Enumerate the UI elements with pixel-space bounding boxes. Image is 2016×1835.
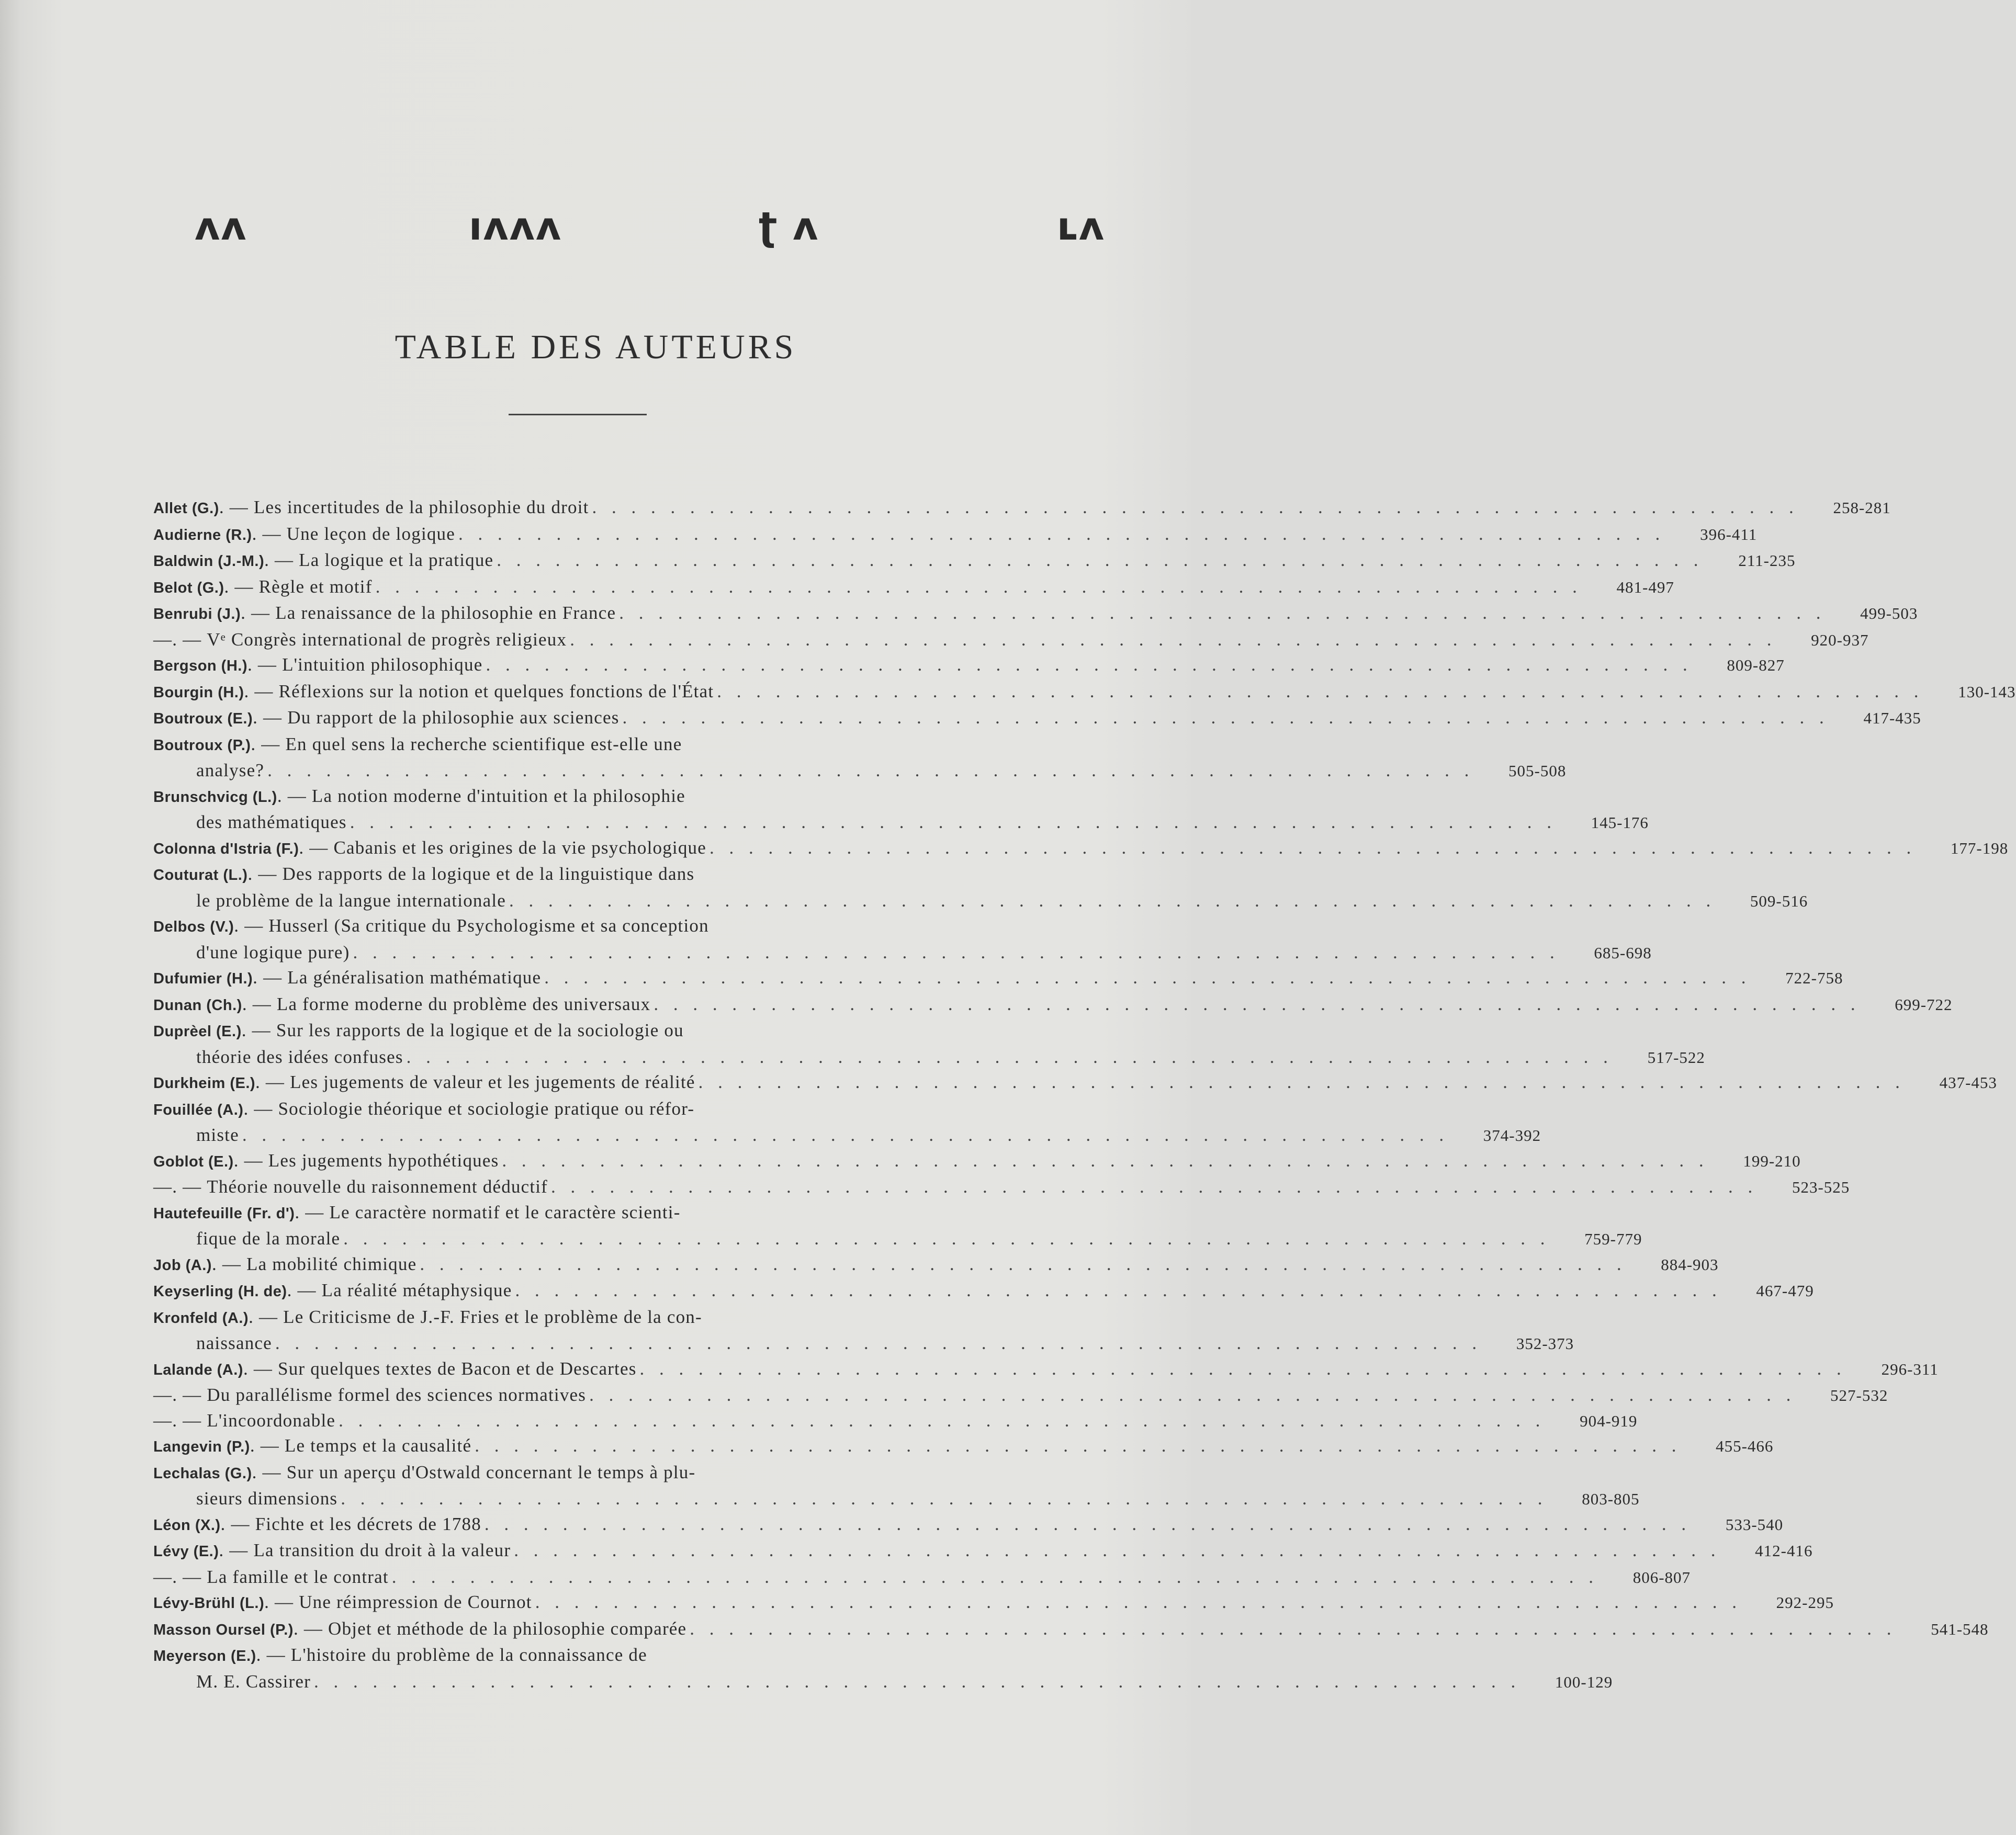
page-range: 455-466 [1716, 1437, 1774, 1455]
author-name: Couturat (L.) [153, 867, 248, 883]
index-entry [153, 522, 1758, 548]
entry-line [153, 1408, 1638, 1434]
entry-line [153, 965, 1843, 992]
page-range: 374-392 [1483, 1126, 1541, 1145]
handwritten-mark-2: ıʌʌʌ [469, 204, 562, 249]
author-name: Meyerson (E.) [153, 1648, 256, 1664]
page-range: 505-508 [1508, 762, 1567, 780]
index-entry [153, 1070, 1997, 1096]
separator: . — [252, 523, 287, 544]
entry-line [153, 1616, 1989, 1643]
index-entry [153, 627, 1869, 653]
index-entry [153, 913, 1652, 965]
entry-title: Des rapports de la logique et de la linguistique dans [282, 864, 695, 884]
index-entry [153, 1643, 1613, 1694]
leader-dots: . . . . . . . . . . . . . . . . . . . . . . . . . . . . . . . . . . . . . . . . . . . . . . . . . . . . . . . . . . . . . . [391, 1566, 1599, 1587]
separator: . — [299, 837, 334, 858]
entry-line [153, 1538, 1813, 1565]
leader-dots: . . . . . . . . . . . . . . . . . . . . . . . . . . . . . . . . . . . . . . . . . . . . . . . . . . . . . . . . . . . . . . [341, 1488, 1548, 1509]
entry-title: Le Criticisme de J.-F. Fries et le problème de la con- [283, 1306, 702, 1327]
author-name: Léon (X.) [153, 1516, 221, 1534]
entry-line [153, 574, 1674, 601]
separator: . — [253, 707, 288, 728]
index-entry [153, 1278, 1814, 1305]
leader-dots: . . . . . . . . . . . . . . . . . . . . . . . . . . . . . . . . . . . . . . . . . . . . . . . . . . . . . . . . . . . . . . [639, 1358, 1846, 1379]
index-entry [153, 1460, 1640, 1512]
separator: . — [219, 497, 254, 517]
entry-line [153, 1565, 1691, 1590]
entry-title: L'incoordonable [207, 1410, 336, 1431]
author-name: Belot (G.) [153, 579, 224, 596]
author-name: Fouillée (A.) [153, 1101, 244, 1118]
title-divider [509, 414, 647, 415]
index-entry [153, 574, 1674, 601]
entry-title: Une réimpression de Cournot [299, 1592, 532, 1612]
page-range: 803-805 [1582, 1490, 1640, 1508]
entry-title: Fichte et les décrets de 1788 [255, 1513, 481, 1534]
handwritten-marks [0, 204, 1191, 267]
entry-title: La renaissance de la philosophie en France [275, 603, 616, 623]
entry-line [153, 940, 1652, 966]
page-range: 100-129 [1555, 1672, 1613, 1691]
entry-title: Le temps et la causalité [284, 1435, 472, 1456]
entry-line [153, 1070, 1997, 1096]
index-entry [153, 1148, 1801, 1175]
entry-line [153, 835, 2009, 862]
separator: . — [242, 993, 277, 1014]
index-entry [153, 1305, 1574, 1356]
index-entry [153, 1616, 1989, 1643]
entry-title: La forme moderne du problème des universaux [276, 993, 651, 1014]
entry-title: naissance [196, 1333, 272, 1353]
page-range: 904-919 [1580, 1411, 1638, 1430]
separator: . — [295, 1202, 330, 1222]
page-range: 499-503 [1860, 604, 1918, 622]
separator: . — [287, 1280, 322, 1300]
leader-dots: . . . . . . . . . . . . . . . . . . . . . . . . . . . . . . . . . . . . . . . . . . . . . . . . . . . . . . . . . . . . . . [544, 967, 1751, 988]
ditto-mark: — [153, 629, 173, 650]
page-range: 809-827 [1727, 656, 1785, 674]
index-entry [153, 705, 1921, 732]
separator: . — [255, 1072, 290, 1092]
entry-title: sieurs dimensions [196, 1488, 338, 1509]
author-name: Durkheim (E.) [153, 1075, 256, 1092]
separator: . — [220, 1513, 255, 1534]
entry-line [153, 1096, 1004, 1123]
page-range: 533-540 [1725, 1515, 1784, 1534]
entry-line [153, 705, 1921, 732]
entry-title: théorie des idées confuses [196, 1046, 403, 1067]
leader-dots: . . . . . . . . . . . . . . . . . . . . . . . . . . . . . . . . . . . . . . . . . . . . . . . . . . . . . . . . . . . . . . [654, 993, 1861, 1014]
entry-line [153, 1018, 1004, 1045]
author-name: Hautefeuille (Fr. d') [153, 1205, 295, 1222]
entry-line [153, 652, 1785, 679]
index-entry [153, 679, 2016, 706]
handwritten-mark-4: ʟʌ [1057, 204, 1106, 249]
leader-dots: . . . . . . . . . . . . . . . . . . . . . . . . . . . . . . . . . . . . . . . . . . . . . . . . . . . . . . . . . . . . . . [570, 629, 1777, 650]
page-range: 437-453 [1939, 1073, 1997, 1092]
page-range: 145-176 [1591, 813, 1649, 832]
entry-title: La mobilité chimique [246, 1253, 417, 1274]
handwritten-mark-3: ʈ ʌ [759, 204, 819, 249]
index-entry [153, 601, 1918, 627]
page-range: 722-758 [1785, 969, 1843, 987]
separator: . — [264, 1592, 299, 1612]
entry-line [153, 1305, 1004, 1331]
author-name: Job (A.) [153, 1256, 212, 1274]
leader-dots: . . . . . . . . . . . . . . . . . . . . . . . . . . . . . . . . . . . . . . . . . . . . . . . . . . . . . . . . . . . . . . [509, 890, 1716, 911]
author-name: Masson Oursel (P.) [153, 1621, 294, 1638]
leader-dots: . . . . . . . . . . . . . . . . . . . . . . . . . . . . . . . . . . . . . . . . . . . . . . . . . . . . . . . . . . . . . . [267, 760, 1474, 780]
entry-title: La généralisation mathématique [287, 967, 542, 988]
entry-title: Réflexions sur la notion et quelques fonctions de l'État [278, 681, 714, 701]
index-entry [153, 1538, 1813, 1565]
entry-line [153, 1252, 1719, 1278]
page-range: 352-373 [1516, 1334, 1574, 1353]
ditto-mark: — [153, 1176, 173, 1197]
leader-dots: . . . . . . . . . . . . . . . . . . . . . . . . . . . . . . . . . . . . . . . . . . . . . . . . . . . . . . . . . . . . . . [622, 707, 1829, 728]
author-name: Bourgin (H.) [153, 684, 244, 701]
separator: . — [249, 1306, 284, 1327]
page-range: 759-779 [1584, 1230, 1642, 1248]
page-range: 130-143 [1958, 682, 2016, 701]
entry-line [153, 1200, 1004, 1227]
entry-line [153, 601, 1918, 627]
page-title: TABLE DES AUTEURS [395, 328, 797, 366]
entry-line [153, 1123, 1541, 1148]
index-entry [153, 862, 1808, 913]
entry-title: Sur quelques textes de Bacon et de Descartes [278, 1358, 637, 1379]
leader-dots: . . . . . . . . . . . . . . . . . . . . . . . . . . . . . . . . . . . . . . . . . . . . . . . . . . . . . . . . . . . . . . [486, 654, 1693, 675]
index-entry [153, 1096, 1541, 1148]
entry-line [153, 627, 1869, 653]
entry-title: d'une logique pure) [196, 942, 350, 962]
separator: . — [251, 733, 286, 754]
leader-dots: . . . . . . . . . . . . . . . . . . . . . . . . . . . . . . . . . . . . . . . . . . . . . . . . . . . . . . . . . . . . . . [551, 1176, 1758, 1197]
page-range: 177-198 [1950, 839, 2009, 857]
index-entry [153, 835, 2009, 862]
author-name: Kronfeld (A.) [153, 1309, 249, 1327]
separator: . — [250, 1435, 285, 1456]
page-range: 517-522 [1647, 1048, 1705, 1067]
entry-title: fique de la morale [196, 1228, 341, 1249]
separator: . — [247, 864, 283, 884]
leader-dots: . . . . . . . . . . . . . . . . . . . . . . . . . . . . . . . . . . . . . . . . . . . . . . . . . . . . . . . . . . . . . . [698, 1072, 1905, 1092]
entry-title: L'histoire du problème de la connaissance de [290, 1645, 647, 1665]
separator: . — [264, 550, 299, 570]
author-name: Duprèel (E.) [153, 1023, 242, 1040]
author-name: Dufumier (H.) [153, 970, 253, 987]
page-range: 527-532 [1830, 1386, 1888, 1404]
index-entry [153, 1512, 1784, 1538]
leader-dots: . . . . . . . . . . . . . . . . . . . . . . . . . . . . . . . . . . . . . . . . . . . . . . . . . . . . . . . . . . . . . . [314, 1671, 1521, 1692]
leader-dots: . . . . . . . . . . . . . . . . . . . . . . . . . . . . . . . . . . . . . . . . . . . . . . . . . . . . . . . . . . . . . . [535, 1592, 1742, 1612]
entry-title: Les jugements de valeur et les jugements de réalité [290, 1072, 695, 1092]
entry-title: Husserl (Sa critique du Psychologisme et sa conception [268, 915, 709, 936]
entry-line [153, 1486, 1640, 1512]
separator: . — [172, 1410, 207, 1431]
leader-dots: . . . . . . . . . . . . . . . . . . . . . . . . . . . . . . . . . . . . . . . . . . . . . . . . . . . . . . . . . . . . . . [242, 1125, 1449, 1145]
entry-line [153, 1174, 1850, 1200]
entry-line [153, 888, 1808, 914]
separator: . — [256, 1645, 291, 1665]
separator: . — [224, 576, 259, 597]
index-entry [153, 1174, 1850, 1200]
author-name: Lechalas (G.) [153, 1465, 252, 1482]
leader-dots: . . . . . . . . . . . . . . . . . . . . . . . . . . . . . . . . . . . . . . . . . . . . . . . . . . . . . . . . . . . . . . [514, 1540, 1721, 1560]
entry-title: L'intuition philosophique [282, 654, 483, 675]
entry-line [153, 1460, 1004, 1487]
separator: . — [277, 785, 312, 806]
author-name: Colonna d'Istria (F.) [153, 840, 299, 857]
author-name: Brunschvicg (L.) [153, 788, 277, 806]
leader-dots: . . . . . . . . . . . . . . . . . . . . . . . . . . . . . . . . . . . . . . . . . . . . . . . . . . . . . . . . . . . . . . [717, 681, 1924, 701]
author-name: Langevin (P.) [153, 1438, 250, 1455]
leader-dots: . . . . . . . . . . . . . . . . . . . . . . . . . . . . . . . . . . . . . . . . . . . . . . . . . . . . . . . . . . . . . . [515, 1280, 1722, 1300]
separator: . — [247, 654, 283, 675]
author-name: Boutroux (E.) [153, 710, 253, 727]
entry-title: Théorie nouvelle du raisonnement déductif [207, 1176, 548, 1197]
entry-title: Le caractère normatif et le caractère scienti- [329, 1202, 681, 1222]
separator: . — [241, 1020, 276, 1040]
leader-dots: . . . . . . . . . . . . . . . . . . . . . . . . . . . . . . . . . . . . . . . . . . . . . . . . . . . . . . . . . . . . . . [275, 1333, 1482, 1353]
index-entry [153, 652, 1785, 679]
index-entry [153, 784, 1649, 835]
entry-title: La transition du droit à la valeur [253, 1540, 511, 1560]
separator: . — [219, 1540, 254, 1560]
entry-title: La famille et le contrat [207, 1566, 389, 1587]
page-range: 292-295 [1776, 1593, 1834, 1612]
entry-title: Sociologie théorique et sociologie pratique ou réfor- [278, 1098, 695, 1119]
author-name: Keyserling (H. de) [153, 1283, 287, 1300]
entry-title: En quel sens la recherche scientifique est-elle une [285, 733, 682, 754]
page-range: 199-210 [1743, 1151, 1801, 1170]
entry-line [153, 810, 1649, 835]
index-entry [153, 548, 1796, 574]
page-range: 481-497 [1616, 577, 1674, 596]
page-range: 296-311 [1881, 1360, 1939, 1378]
leader-dots: . . . . . . . . . . . . . . . . . . . . . . . . . . . . . . . . . . . . . . . . . . . . . . . . . . . . . . . . . . . . . . [343, 1228, 1550, 1249]
entry-line [153, 758, 1567, 784]
author-name: Goblot (E.) [153, 1153, 234, 1170]
page-range: 920-937 [1811, 630, 1869, 649]
leader-dots: . . . . . . . . . . . . . . . . . . . . . . . . . . . . . . . . . . . . . . . . . . . . . . . . . . . . . . . . . . . . . . [458, 523, 1665, 544]
entry-line [153, 548, 1796, 574]
handwritten-mark-1: ʌʌ [195, 204, 247, 249]
page-range: 685-698 [1594, 943, 1652, 962]
page-range: 396-411 [1700, 525, 1758, 543]
entry-title: La logique et la pratique [299, 550, 494, 570]
entry-line [153, 784, 1004, 810]
separator: . — [253, 967, 288, 988]
entry-line [153, 1278, 1814, 1305]
page-range: 541-548 [1931, 1619, 1989, 1638]
separator: . — [243, 1098, 278, 1119]
separator: . — [252, 1462, 287, 1482]
separator: . — [241, 603, 276, 623]
separator: . — [211, 1253, 246, 1274]
entry-title: Vᵉ Congrès international de progrès religieux [207, 629, 567, 650]
entry-title: M. E. Cassirer [196, 1671, 311, 1692]
separator: . — [233, 1150, 268, 1171]
index-entry [153, 965, 1843, 992]
ditto-mark: — [153, 1410, 173, 1431]
leader-dots: . . . . . . . . . . . . . . . . . . . . . . . . . . . . . . . . . . . . . . . . . . . . . . . . . . . . . . . . . . . . . . [502, 1150, 1709, 1171]
entry-title: Une leçon de logique [286, 523, 455, 544]
entry-title: Du parallélisme formel des sciences normatives [207, 1385, 587, 1405]
entry-line [153, 1356, 1939, 1383]
author-name: Dunan (Ch.) [153, 996, 242, 1014]
leader-dots: . . . . . . . . . . . . . . . . . . . . . . . . . . . . . . . . . . . . . . . . . . . . . . . . . . . . . . . . . . . . . . [406, 1046, 1613, 1067]
separator: . — [172, 1176, 207, 1197]
author-name: Bergson (H.) [153, 658, 247, 674]
author-name: Delbos (V.) [153, 919, 234, 935]
entry-title: Règle et motif [258, 576, 373, 597]
leader-dots: . . . . . . . . . . . . . . . . . . . . . . . . . . . . . . . . . . . . . . . . . . . . . . . . . . . . . . . . . . . . . . [375, 576, 1582, 597]
author-name: Boutroux (P.) [153, 737, 251, 754]
leader-dots: . . . . . . . . . . . . . . . . . . . . . . . . . . . . . . . . . . . . . . . . . . . . . . . . . . . . . . . . . . . . . . [619, 603, 1826, 623]
index-entry [153, 1383, 1888, 1408]
index-entry [153, 732, 1567, 784]
author-index-list [153, 495, 2016, 1694]
ditto-mark: — [153, 1566, 173, 1587]
entry-line [153, 1331, 1574, 1356]
entry-title: analyse? [196, 760, 265, 780]
author-name: Audierne (R.) [153, 526, 252, 543]
entry-title: Sur les rapports de la logique et de la sociologie ou [276, 1020, 684, 1040]
author-name: Lévy (E.) [153, 1543, 219, 1560]
entry-title: des mathématiques [196, 812, 347, 832]
page-range: 884-903 [1661, 1255, 1719, 1274]
separator: . — [234, 915, 269, 936]
leader-dots: . . . . . . . . . . . . . . . . . . . . . . . . . . . . . . . . . . . . . . . . . . . . . . . . . . . . . . . . . . . . . . [484, 1513, 1692, 1534]
index-entry [153, 1433, 1774, 1460]
index-entry [153, 1565, 1691, 1590]
separator: . — [172, 1566, 207, 1587]
separator: . — [172, 629, 207, 650]
leader-dots: . . . . . . . . . . . . . . . . . . . . . . . . . . . . . . . . . . . . . . . . . . . . . . . . . . . . . . . . . . . . . . [475, 1435, 1682, 1456]
index-entry [153, 1018, 1705, 1070]
entry-line [153, 992, 1953, 1018]
page-range: 211-235 [1738, 551, 1796, 570]
separator: . — [243, 1358, 278, 1379]
separator: . — [244, 681, 279, 701]
entry-line [153, 679, 2016, 706]
index-entry [153, 992, 1953, 1018]
entry-line [153, 732, 1004, 758]
entry-title: Du rapport de la philosophie aux sciences [287, 707, 620, 728]
author-name: Baldwin (J.-M.) [153, 553, 265, 570]
author-name: Benrubi (J.) [153, 606, 241, 622]
page-range: 806-807 [1632, 1568, 1691, 1587]
entry-title: miste [196, 1125, 239, 1145]
entry-title: Les jugements hypothétiques [268, 1150, 499, 1171]
entry-title: La notion moderne d'intuition et la philosophie [311, 785, 685, 806]
entry-title: le problème de la langue internationale [196, 890, 506, 911]
leader-dots: . . . . . . . . . . . . . . . . . . . . . . . . . . . . . . . . . . . . . . . . . . . . . . . . . . . . . . . . . . . . . . [690, 1618, 1897, 1639]
index-entry [153, 1252, 1719, 1278]
page-range: 467-479 [1756, 1282, 1814, 1300]
author-name: Allet (G.) [153, 500, 219, 517]
index-entry [153, 495, 1891, 522]
separator: . — [172, 1385, 207, 1405]
page-range: 258-281 [1833, 499, 1891, 517]
author-name: Lévy-Brühl (L.) [153, 1595, 265, 1612]
entry-line [153, 1148, 1801, 1175]
entry-line [153, 1383, 1888, 1408]
entry-title: La réalité métaphysique [321, 1280, 512, 1300]
page-range: 523-525 [1792, 1178, 1850, 1196]
entry-line [153, 1045, 1705, 1070]
leader-dots: . . . . . . . . . . . . . . . . . . . . . . . . . . . . . . . . . . . . . . . . . . . . . . . . . . . . . . . . . . . . . . [709, 837, 1917, 858]
entry-line [153, 913, 1004, 940]
leader-dots: . . . . . . . . . . . . . . . . . . . . . . . . . . . . . . . . . . . . . . . . . . . . . . . . . . . . . . . . . . . . . . [497, 550, 1704, 570]
leader-dots: . . . . . . . . . . . . . . . . . . . . . . . . . . . . . . . . . . . . . . . . . . . . . . . . . . . . . . . . . . . . . . [350, 812, 1557, 832]
leader-dots: . . . . . . . . . . . . . . . . . . . . . . . . . . . . . . . . . . . . . . . . . . . . . . . . . . . . . . . . . . . . . . [592, 497, 1799, 517]
entry-line [153, 1512, 1784, 1538]
entry-title: Objet et méthode de la philosophie comparée [328, 1618, 687, 1639]
leader-dots: . . . . . . . . . . . . . . . . . . . . . . . . . . . . . . . . . . . . . . . . . . . . . . . . . . . . . . . . . . . . . . [589, 1385, 1796, 1405]
entry-line [153, 1669, 1613, 1695]
separator: . — [293, 1618, 328, 1639]
entry-title: Cabanis et les origines de la vie psychologique [333, 837, 706, 858]
page-range: 417-435 [1863, 709, 1921, 727]
index-entry [153, 1408, 1638, 1434]
entry-line [153, 1226, 1642, 1252]
entry-title: Les incertitudes de la philosophie du droit [253, 497, 589, 517]
page-range: 509-516 [1750, 891, 1808, 910]
leader-dots: . . . . . . . . . . . . . . . . . . . . . . . . . . . . . . . . . . . . . . . . . . . . . . . . . . . . . . . . . . . . . . [353, 942, 1560, 962]
ditto-mark: — [153, 1385, 173, 1405]
entry-line [153, 1433, 1774, 1460]
leader-dots: . . . . . . . . . . . . . . . . . . . . . . . . . . . . . . . . . . . . . . . . . . . . . . . . . . . . . . . . . . . . . . [339, 1410, 1546, 1431]
entry-line [153, 1643, 1004, 1669]
entry-line [153, 1590, 1834, 1616]
page-range: 699-722 [1895, 995, 1953, 1014]
index-entry [153, 1590, 1834, 1616]
entry-line [153, 862, 1004, 888]
index-entry [153, 1356, 1939, 1383]
entry-line [153, 522, 1758, 548]
index-entry [153, 1200, 1642, 1252]
entry-title: Sur un aperçu d'Ostwald concernant le temps à plu- [286, 1462, 696, 1482]
page-range: 412-416 [1755, 1542, 1813, 1560]
entry-line [153, 495, 1891, 522]
leader-dots: . . . . . . . . . . . . . . . . . . . . . . . . . . . . . . . . . . . . . . . . . . . . . . . . . . . . . . . . . . . . . . [420, 1253, 1627, 1274]
bleed-through [78, 31, 1073, 136]
author-name: Lalande (A.) [153, 1361, 243, 1378]
